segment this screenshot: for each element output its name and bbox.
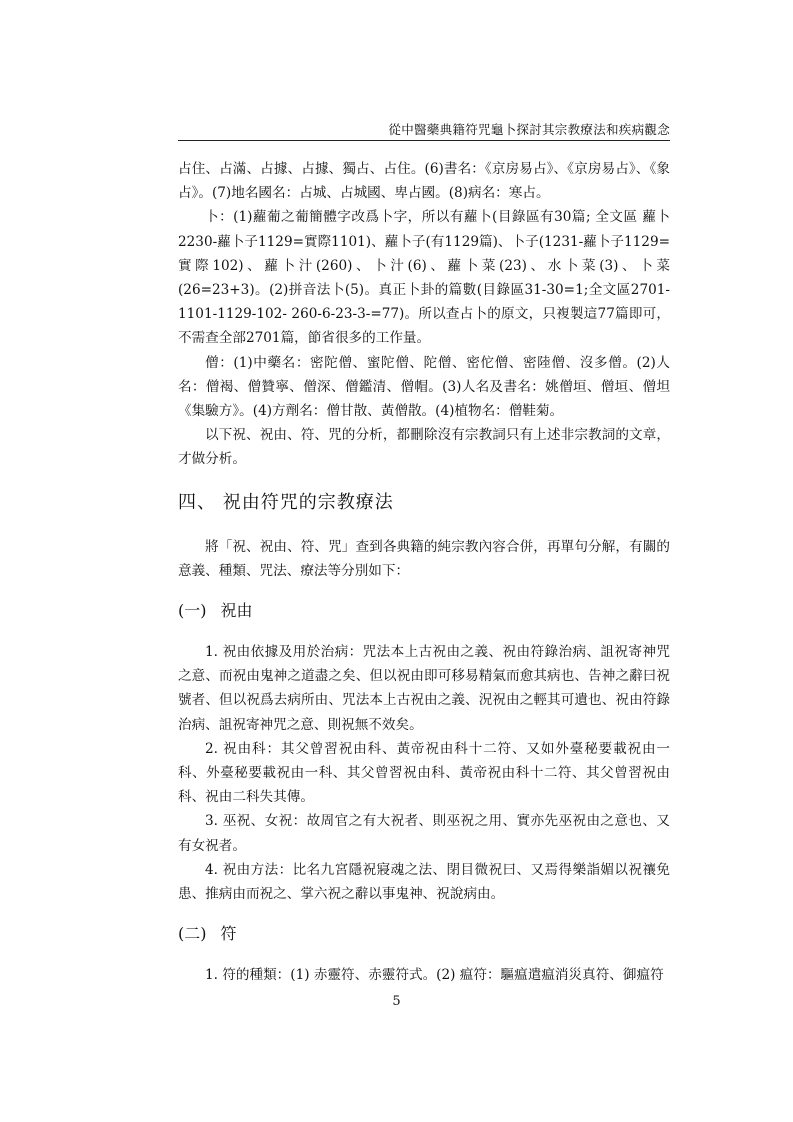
list-item: 4. 祝由方法：比名九宮隱祝寢魂之法、閉目微祝曰、又焉得樂詣媚以祝禳免患、推病由而祝之、掌六祝之辭以事鬼神、祝說病由。 xyxy=(178,861,670,903)
subsection-heading-zhuyou xyxy=(178,599,670,623)
page-body xyxy=(178,157,670,987)
list-item: 1. 符的種類：(1) 赤靈符、赤靈符式。(2) 瘟符：驅瘟遣瘟消災真符、御瘟符 xyxy=(205,967,664,984)
header-divider xyxy=(178,140,670,141)
paragraph-seng: 僧：(1)中藥名：密陀僧、蜜陀僧、陀僧、密佗僧、密陸僧、沒多僧。(2)人名：僧褐、僧贊寧、僧深、僧鑑清、僧帽。(3)人名及書名：姚僧垣、僧垣、僧坦《集驗方》。(4)方劑名：僧甘散、黃僧散。(4)植物名：僧鞋菊。 xyxy=(178,354,670,420)
list-item: 2. 祝由科：其父曾習祝由科、黃帝祝由科十二符、又如外臺秘要載祝由一科、外臺秘要載祝由一科、其父曾習祝由科、黃帝祝由科十二符、其父曾習祝由科、祝由二科失其傳。 xyxy=(178,740,670,806)
page-number: 5 xyxy=(392,994,401,1009)
subsection-number: (二) xyxy=(178,924,207,944)
list-item: 3. 巫祝、女祝：故周官之有大祝者、則巫祝之用、實亦先巫祝由之意也、又有女祝者。 xyxy=(178,813,670,854)
subsection-heading-fu xyxy=(178,922,670,946)
subsection-number: (一) xyxy=(178,601,207,621)
list-item: 1. 祝由依據及用於治病：咒法本上古祝由之義、祝由符錄治病、詛祝寄神咒之意、而祝由鬼神之道盡之矣、但以祝由即可移易精氣而愈其病也、告神之辭曰祝號者、但以祝爲去病所由、咒法本上古祝由之義、況祝由之輕其可遺也、祝由符錄治病、詛祝寄神咒之意、則祝無不效矣。 xyxy=(178,644,670,733)
section-intro: 將「祝、祝由、符、咒」查到各典籍的純宗教內容合併，再單句分解，有關的意義、種類、咒法、療法等分別如下： xyxy=(178,538,670,579)
paragraph-continuation: 占住、占滿、占據、占據、獨占、占住。(6)書名：《京房易占》、《京房易占》、《象占》。(7)地名國名：占城、占城國、卑占國。(8)病名：寒占。 xyxy=(178,161,670,202)
section-heading: 四、 祝由符咒的宗教療法 xyxy=(178,491,394,513)
paragraph-bu: 卜：(1)蘿葡之葡簡體字改爲卜字，所以有蘿卜(目錄區有30篇; 全文區 蘿卜2230-蘿卜子1129=實際1101)、蘿卜子(有1129篇)、卜子(1231-蘿卜子1129=實際102)、蘿卜汁(260)、卜汁(6)、蘿卜菜(23)、水卜菜(3)、卜菜(26=23+3)。(2)拼音法卜(5)。真正卜卦的篇數(目錄區31-30=1;全文區2701-1101-1129-102- 260-6-23-3-=77)。所以查占卜的原文，只複製這77篇即可，不需查全部2701篇，節省很多的工作量。 xyxy=(178,209,670,347)
subsection-title: 符 xyxy=(220,924,237,944)
subsection-title: 祝由 xyxy=(220,601,253,621)
paragraph-analysis-note: 以下祝、祝由、符、咒的分析，都刪除沒有宗教詞只有上述非宗教詞的文章，才做分析。 xyxy=(178,427,670,468)
running-header: 從中醫藥典籍符咒龜卜探討其宗教療法和疾病觀念 xyxy=(388,122,670,137)
